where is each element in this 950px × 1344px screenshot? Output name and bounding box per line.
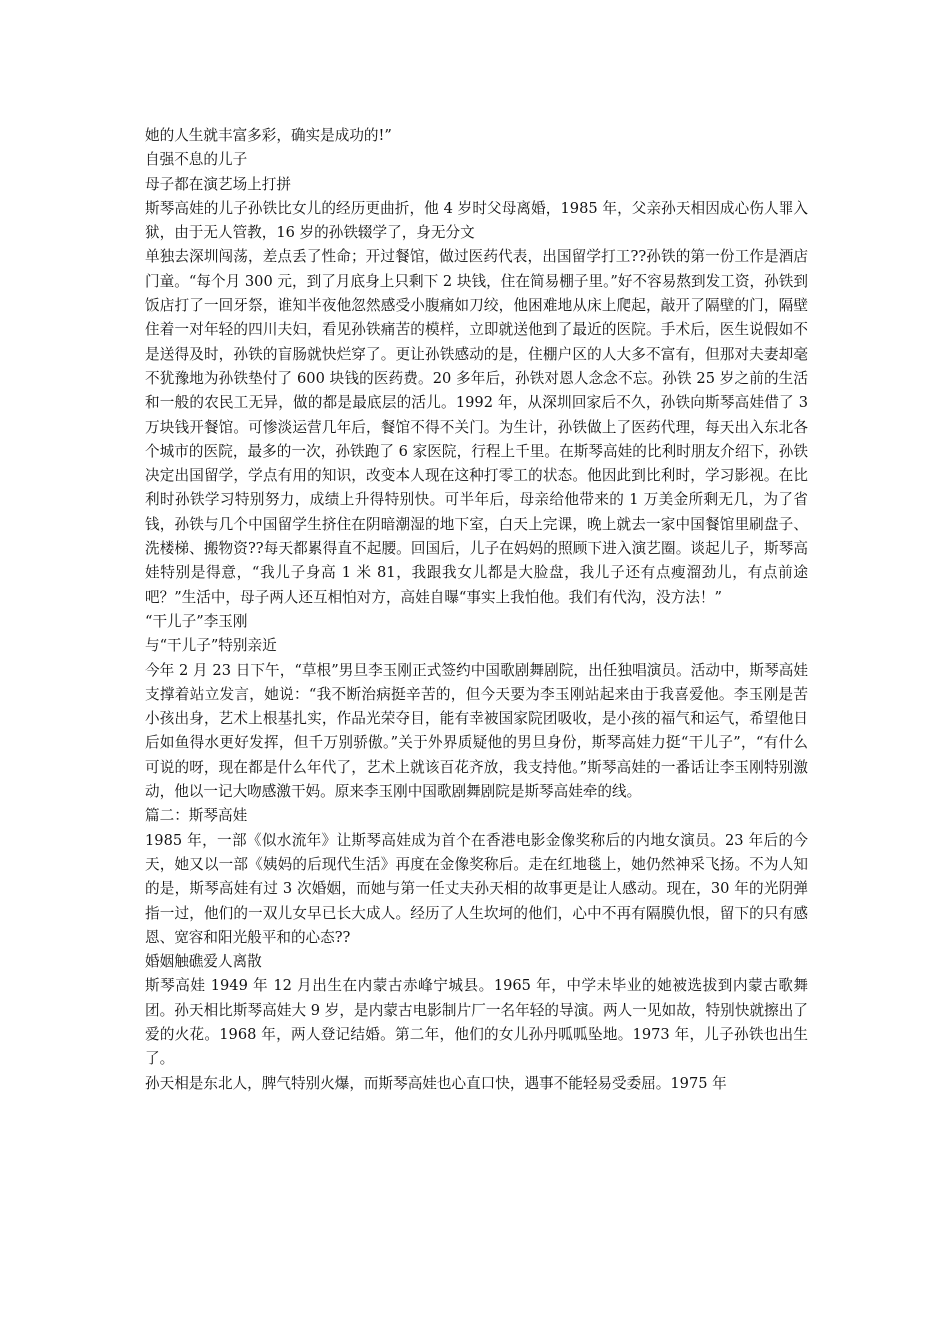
section-heading-son: 自强不息的儿子	[145, 151, 248, 169]
section-heading-marriage: 婚姻触礁爱人离散	[145, 953, 262, 971]
paragraph-godson-story: 今年 2 月 23 日下午，“草根”男旦李玉刚正式签约中国歌剧舞剧院，出任独唱演员。活动中，斯琴高娃支撑着站立发言，她说：“我不断治病挺辛苦的，但今天要为李玉刚站起来由于我喜爱他。李玉刚是苦小孩出身，艺术上根基扎实，作品光荣夺目，能有幸被国家院团吸收，是小孩的福气和运气，希望他日后如鱼得水更好发挥，但千万别骄傲。”关于外界质疑他的男旦身份，斯琴高娃力挺“干儿子”，“有什么可说的呀，现在都是什么年代了，艺术上就该百花齐放，我支持他。”斯琴高娃的一番话让李玉刚特别激动，他以一记大吻感激干妈。原来李玉刚中国歌剧舞剧院是斯琴高娃牵的线。	[145, 661, 808, 801]
paragraph-son-story: 单独去深圳闯荡，差点丢了性命；开过餐馆，做过医药代表，出国留学打工??孙铁的第一份工作是酒店门童。“每个月 300 元，到了月底身上只剩下 2 块钱，住在简易棚子里。”好不容易熬到发工资，孙铁到饭店打了一回牙祭，谁知半夜他忽然感受小腹痛如刀绞，他困难地从床上爬起，敲开了隔壁的门，隔壁住着一对年轻的四川夫妇，看见孙铁痛苦的模样，立即就送他到了最近的医院。手术后，医生说假如不是送得及时，孙铁的盲肠就快烂穿了。更让孙铁感动的是，住棚户区的人大多不富有，但那对夫妻却毫不犹豫地为孙铁垫付了 600 块钱的医药费。20 多年后，孙铁对恩人念念不忘。孙铁 25 岁之前的生活和一般的农民工无异，做的都是最底层的活儿。1992 年，从深圳回家后不久，孙铁向斯琴高娃借了 3 万块钱开餐馆。可惨淡运营几年后，餐馆不得不关门。为生计，孙铁做上了医药代理，每天出入东北各个城市的医院，最多的一次，孙铁跑了 6 家医院，行程上千里。在斯琴高娃的比利时朋友介绍下，孙铁决定出国留学，学点有用的知识，改变本人现在这种打零工的状态。他因此到比利时，学习影视。在比利时孙铁学习特别努力，成绩上升得特别快。可半年后，母亲给他带来的 1 万美金所剩无几，为了省钱，孙铁与几个中国留学生挤住在阴暗潮湿的地下室，白天上完课，晚上就去一家中国餐馆里刷盘子、洗楼梯、搬物资??每天都累得直不起腰。回国后，儿子在妈妈的照顾下进入演艺圈。谈起儿子，斯琴高娃特别是得意，“我儿子身高 1 米 81，我跟我女儿都是大脸盘，我儿子还有点瘦溜劲儿，有点前途吧？”生活中，母子两人还互相怕对方，高娃自曝“事实上我怕他。我们有代沟，没方法！”	[145, 248, 808, 606]
paragraph-temperament: 孙天相是东北人，脾气特别火爆，而斯琴高娃也心直口快，遇事不能轻易受委屈。1975 年	[145, 1074, 727, 1092]
paragraph-marriage-story: 斯琴高娃 1949 年 12 月出生在内蒙古赤峰宁城县。1965 年，中学未毕业的她被选拔到内蒙古歌舞团。孙天相比斯琴高娃大 9 岁，是内蒙古电影制片厂一名年轻的导演。两人一见如故，特别快就擦出了爱的火花。1968 年，两人登记结婚。第二年，他们的女儿孙丹呱呱坠地。1973 年，儿子孙铁也出生了。	[145, 977, 808, 1068]
section-heading-godson: “干儿子”李玉刚	[145, 612, 248, 630]
paragraph-son-intro: 斯琴高娃的儿子孙铁比女儿的经历更曲折，他 4 岁时父母离婚，1985 年，父亲孙天相因成心伤人罪入狱，由于无人管教，16 岁的孙铁辍学了，身无分文	[145, 199, 808, 242]
section-heading-part-two: 篇二：斯琴高娃	[145, 807, 248, 825]
paragraph-continuation: 她的人生就丰富多彩，确实是成功的!”	[145, 127, 392, 144]
paragraph-part-two-intro: 1985 年，一部《似水流年》让斯琴高娃成为首个在香港电影金像奖称后的内地女演员。23 年后的今天，她又以一部《姨妈的后现代生活》再度在金像奖称后。走在红地毯上，她仍然神采飞扬。不为人知的是，斯琴高娃有过 3 次婚姻，而她与第一任丈夫孙天相的故事更是让人感动。现在，30 年的光阴弹指一过，他们的一双儿女早已长大成人。经历了人生坎坷的他们，心中不再有隔膜仇恨，留下的只有感恩、宽容和阳光般平和的心态??	[145, 831, 808, 946]
document-body	[145, 124, 808, 1096]
subheading-godson-close: 与“干儿子”特别亲近	[145, 637, 277, 655]
subheading-mother-son: 母子都在演艺场上打拼	[145, 175, 291, 193]
